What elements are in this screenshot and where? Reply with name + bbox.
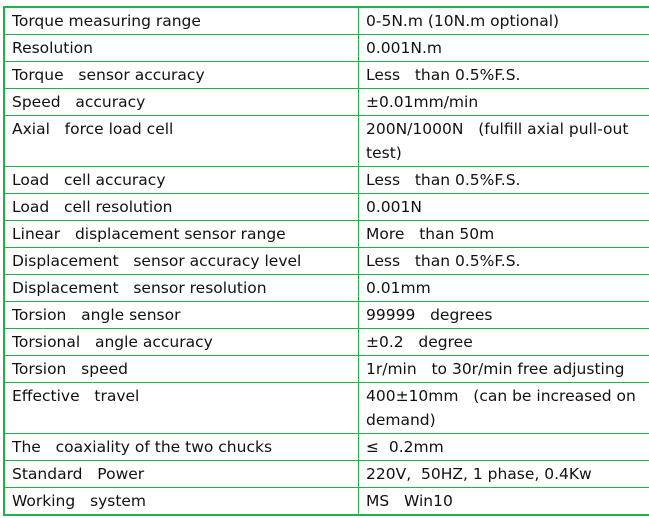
spec-label: Load cell resolution	[4, 194, 359, 221]
spec-label: Resolution	[4, 35, 359, 62]
table-row	[4, 89, 649, 116]
spec-label: Displacement sensor accuracy level	[4, 248, 359, 275]
spec-value: ≤ 0.2mm	[359, 434, 649, 461]
table-row	[4, 167, 649, 194]
spec-label: Effective travel	[4, 383, 359, 434]
spec-label: Load cell accuracy	[4, 167, 359, 194]
spec-label: Displacement sensor resolution	[4, 275, 359, 302]
spec-value: Less than 0.5%F.S.	[359, 248, 649, 275]
spec-value: 200N/1000N (fulfill axial pull-out test)	[359, 116, 649, 167]
spec-label: Torsion speed	[4, 356, 359, 383]
table-row	[4, 302, 649, 329]
spec-label: Torsion angle sensor	[4, 302, 359, 329]
spec-label: Speed accuracy	[4, 89, 359, 116]
table-row	[4, 194, 649, 221]
spec-label: Working system	[4, 488, 359, 516]
spec-value: ±0.2 degree	[359, 329, 649, 356]
spec-label: Axial force load cell	[4, 116, 359, 167]
spec-value: Less than 0.5%F.S.	[359, 167, 649, 194]
table-row	[4, 383, 649, 434]
spec-value: 1r/min to 30r/min free adjusting	[359, 356, 649, 383]
spec-value: More than 50m	[359, 221, 649, 248]
table-row	[4, 275, 649, 302]
spec-label: Standard Power	[4, 461, 359, 488]
table-row	[4, 7, 649, 35]
spec-value: 220V, 50HZ, 1 phase, 0.4Kw	[359, 461, 649, 488]
spec-value: Less than 0.5%F.S.	[359, 62, 649, 89]
table-row	[4, 488, 649, 516]
spec-label: Linear displacement sensor range	[4, 221, 359, 248]
spec-value: 99999 degrees	[359, 302, 649, 329]
spec-value: 0.01mm	[359, 275, 649, 302]
table-row	[4, 248, 649, 275]
table-row	[4, 62, 649, 89]
table-row	[4, 356, 649, 383]
table-row	[4, 116, 649, 167]
spec-label: Torque measuring range	[4, 7, 359, 35]
spec-value: MS Win10	[359, 488, 649, 516]
spec-value: 0-5N.m (10N.m optional)	[359, 7, 649, 35]
spec-label: Torque sensor accuracy	[4, 62, 359, 89]
spec-label: The coaxiality of the two chucks	[4, 434, 359, 461]
spec-value: ±0.01mm/min	[359, 89, 649, 116]
table-row	[4, 434, 649, 461]
table-row	[4, 461, 649, 488]
table-row	[4, 221, 649, 248]
spec-label: Torsional angle accuracy	[4, 329, 359, 356]
spec-table-container	[3, 6, 643, 516]
specification-table	[3, 6, 649, 516]
table-row	[4, 329, 649, 356]
spec-value: 0.001N.m	[359, 35, 649, 62]
table-row	[4, 35, 649, 62]
spec-value: 0.001N	[359, 194, 649, 221]
spec-value: 400±10mm (can be increased on demand)	[359, 383, 649, 434]
